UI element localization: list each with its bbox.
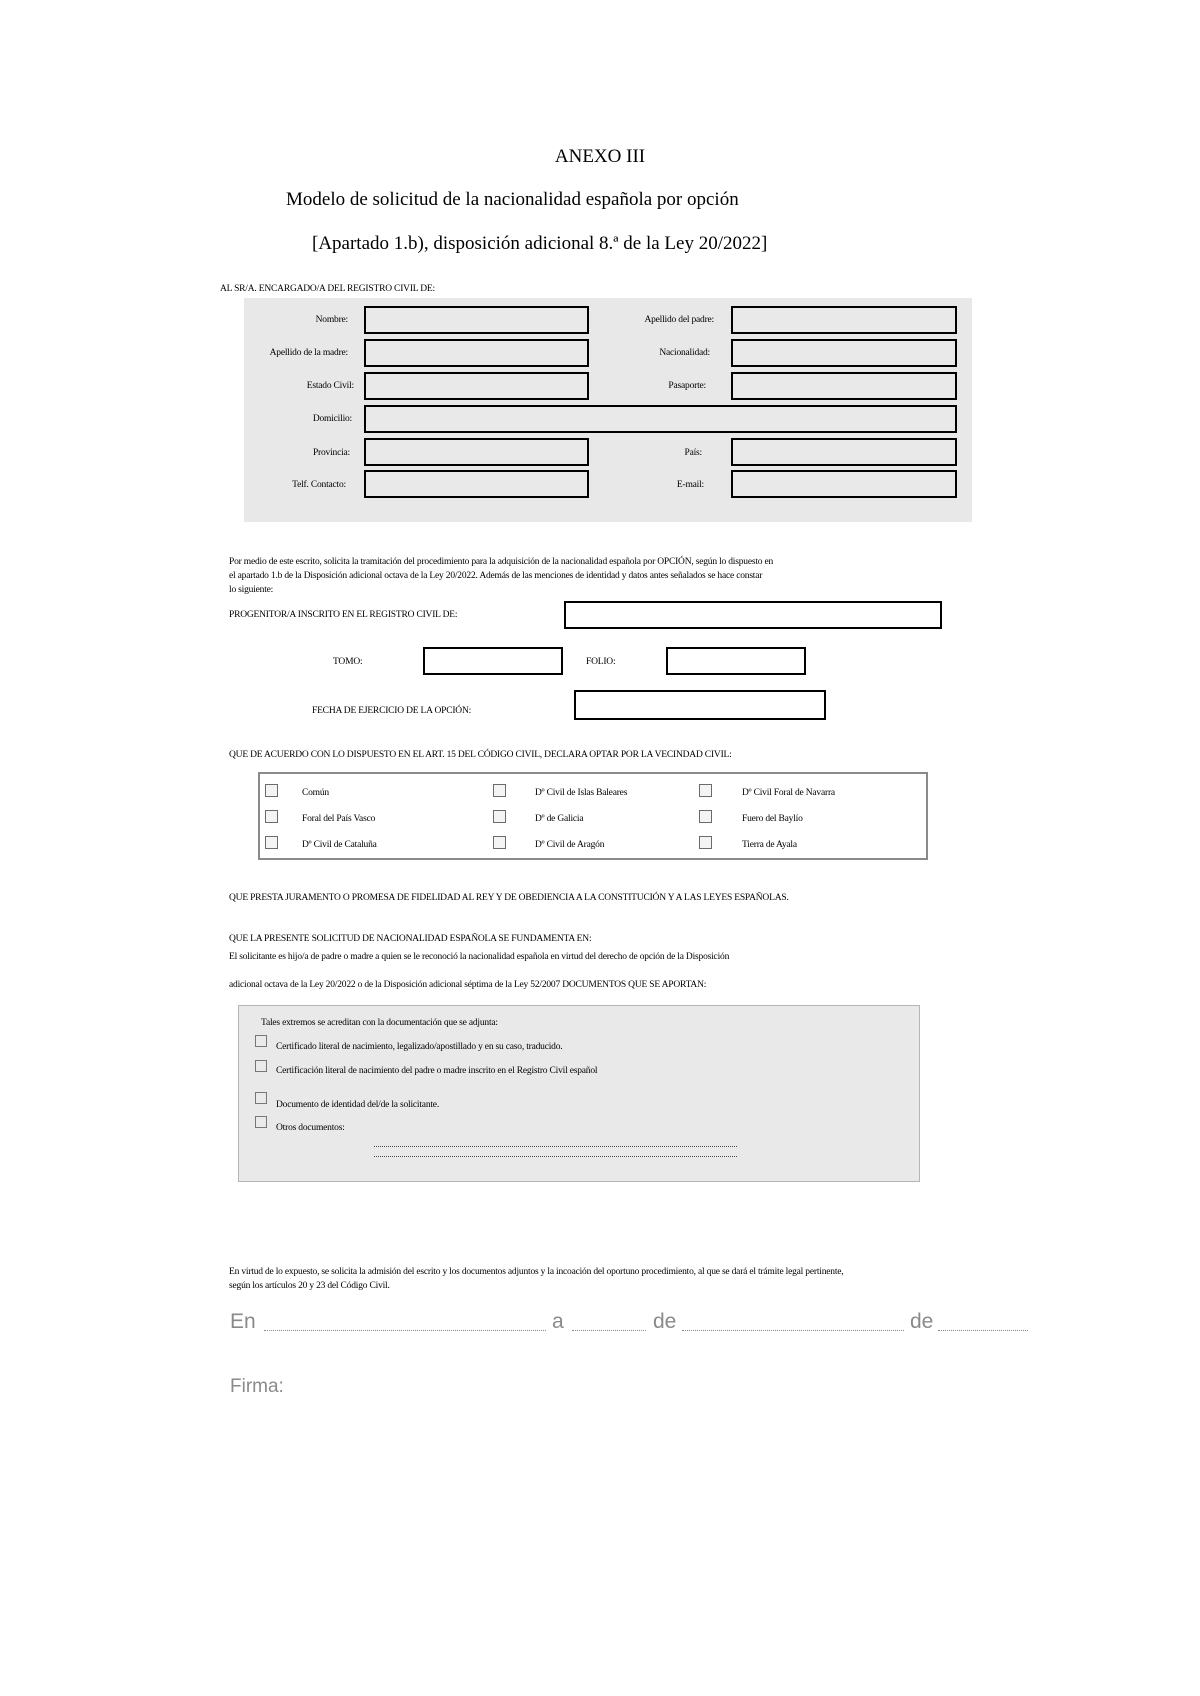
estado-civil-field[interactable]: [364, 372, 589, 400]
apellido-padre-field[interactable]: [731, 306, 957, 334]
telf-label: Telf. Contacto:: [292, 480, 346, 490]
checkbox-islas-baleares[interactable]: [493, 784, 506, 797]
checkbox-comun[interactable]: [265, 784, 278, 797]
nacionalidad-label: Nacionalidad:: [659, 348, 710, 358]
provincia-label: Provincia:: [312, 448, 350, 458]
domicilio-field[interactable]: [364, 405, 957, 433]
basis-line-1: El solicitante es hijo/a de padre o madre a quien se le reconoció la nacionalidad española en virtud del derecho de opción de la Disposición: [229, 952, 730, 962]
progenitor-label: PROGENITOR/A INSCRITO EN EL REGISTRO CIVIL DE:: [229, 610, 458, 620]
fecha-opcion-field[interactable]: [574, 690, 826, 720]
tomo-field[interactable]: [423, 647, 563, 675]
nombre-label: Nombre:: [315, 315, 348, 325]
closing-line-1: En virtud de lo expuesto, se solicita la admisión del escrito y los documentos adjuntos y la incoación del oportuno procedimiento, al que se dará el trámite legal pertinente,: [229, 1267, 844, 1277]
option-label-navarra: Dº Civil Foral de Navarra: [742, 788, 835, 798]
signature-label: Firma:: [230, 1376, 284, 1397]
option-label-comun: Común: [302, 788, 329, 798]
intro-line-2: el apartado 1.b de la Disposición adicional octava de la Ley 20/2022. Además de las menciones de identidad y datos antes señalados se hace constar: [229, 571, 763, 581]
documents-intro: Tales extremos se acreditan con la documentación que se adjunta:: [261, 1018, 498, 1028]
checkbox-doc-progenitor[interactable]: [255, 1060, 267, 1072]
month-dotted-field[interactable]: [682, 1330, 904, 1331]
option-label-cataluna: Dº Civil de Cataluña: [302, 840, 377, 850]
day-dotted-field[interactable]: [572, 1330, 646, 1331]
checkbox-cataluna[interactable]: [265, 836, 278, 849]
doc-label-identidad: Documento de identidad del/de la solicitante.: [276, 1100, 440, 1110]
doc-label-otros: Otros documentos:: [276, 1123, 345, 1133]
basis-heading: QUE LA PRESENTE SOLICITUD DE NACIONALIDAD ESPAÑOLA SE FUNDAMENTA EN:: [229, 934, 592, 944]
tomo-label: TOMO:: [333, 657, 363, 667]
checkbox-pais-vasco[interactable]: [265, 810, 278, 823]
checkbox-aragon[interactable]: [493, 836, 506, 849]
option-label-islas-baleares: Dº Civil de Islas Baleares: [535, 788, 628, 798]
vecindad-heading: QUE DE ACUERDO CON LO DISPUESTO EN EL ART. 15 DEL CÓDIGO CIVIL, DECLARA OPTAR POR LA VECINDAD CIVIL:: [229, 750, 732, 760]
checkbox-baylio[interactable]: [699, 810, 712, 823]
month-label: de: [653, 1310, 677, 1333]
option-label-galicia: Dº de Galicia: [535, 814, 584, 824]
checkbox-doc-identidad[interactable]: [255, 1092, 267, 1104]
option-label-aragon: Dº Civil de Aragón: [535, 840, 605, 850]
place-label: En: [230, 1310, 256, 1333]
doc-label-nacimiento: Certificado literal de nacimiento, legalizado/apostillado y en su caso, traducido.: [276, 1042, 563, 1052]
option-label-baylio: Fuero del Baylío: [742, 814, 803, 824]
pasaporte-label: Pasaporte:: [668, 381, 706, 391]
apellido-padre-label: Apellido del padre:: [644, 315, 714, 325]
place-dotted-field[interactable]: [264, 1330, 546, 1331]
pais-field[interactable]: [731, 438, 957, 466]
checkbox-doc-nacimiento[interactable]: [255, 1035, 267, 1047]
email-field[interactable]: [731, 470, 957, 498]
nacionalidad-field[interactable]: [731, 339, 957, 367]
checkbox-doc-otros[interactable]: [255, 1116, 267, 1128]
intro-line-3: lo siguiente:: [229, 585, 274, 595]
intro-paragraph: [229, 555, 989, 597]
closing-paragraph: [229, 1265, 1009, 1293]
folio-label: FOLIO:: [586, 657, 616, 667]
annex-title: ANEXO III: [554, 146, 646, 167]
apellido-madre-field[interactable]: [364, 339, 589, 367]
checkbox-ayala[interactable]: [699, 836, 712, 849]
apellido-madre-label: Apellido de la madre:: [269, 348, 348, 358]
pais-label: País:: [684, 448, 702, 458]
nombre-field[interactable]: [364, 306, 589, 334]
year-label: de: [910, 1310, 934, 1333]
estado-civil-label: Estado Civil:: [306, 381, 354, 391]
form-title: Modelo de solicitud de la nacionalidad española por opción: [286, 189, 739, 210]
addressee-label: AL SR/A. ENCARGADO/A DEL REGISTRO CIVIL DE:: [220, 284, 435, 294]
progenitor-registry-field[interactable]: [564, 601, 942, 629]
otros-dotted-line-1[interactable]: [374, 1146, 737, 1147]
otros-dotted-line-2[interactable]: [374, 1156, 737, 1157]
telf-field[interactable]: [364, 470, 589, 498]
pasaporte-field[interactable]: [731, 372, 957, 400]
email-label: E-mail:: [676, 480, 704, 490]
doc-label-progenitor: Certificación literal de nacimiento del padre o madre inscrito en el Registro Civil español: [276, 1066, 598, 1076]
oath-statement: QUE PRESTA JURAMENTO O PROMESA DE FIDELIDAD AL REY Y DE OBEDIENCIA A LA CONSTITUCIÓN Y A LAS LEYES ESPAÑOLAS.: [229, 893, 789, 903]
year-dotted-field[interactable]: [938, 1330, 1028, 1331]
domicilio-label: Domicilio:: [312, 414, 352, 424]
closing-line-2: según los artículos 20 y 23 del Código Civil.: [229, 1281, 390, 1291]
option-label-pais-vasco: Foral del País Vasco: [302, 814, 376, 824]
fecha-opcion-label: FECHA DE EJERCICIO DE LA OPCIÓN:: [312, 706, 472, 716]
checkbox-galicia[interactable]: [493, 810, 506, 823]
basis-line-2: adicional octava de la Ley 20/2022 o de la Disposición adicional séptima de la Ley 52/2007 DOCUMENTOS QUE SE APORTAN:: [229, 980, 707, 990]
option-label-ayala: Tierra de Ayala: [742, 840, 797, 850]
provincia-field[interactable]: [364, 438, 589, 466]
day-label: a: [552, 1310, 564, 1333]
checkbox-navarra[interactable]: [699, 784, 712, 797]
intro-line-1: Por medio de este escrito, solicita la tramitación del procedimiento para la adquisición de la nacionalidad española por OPCIÓN, según lo dispuesto en: [229, 557, 774, 567]
folio-field[interactable]: [666, 647, 806, 675]
form-subtitle: [Apartado 1.b), disposición adicional 8.ª de la Ley 20/2022]: [312, 233, 768, 254]
